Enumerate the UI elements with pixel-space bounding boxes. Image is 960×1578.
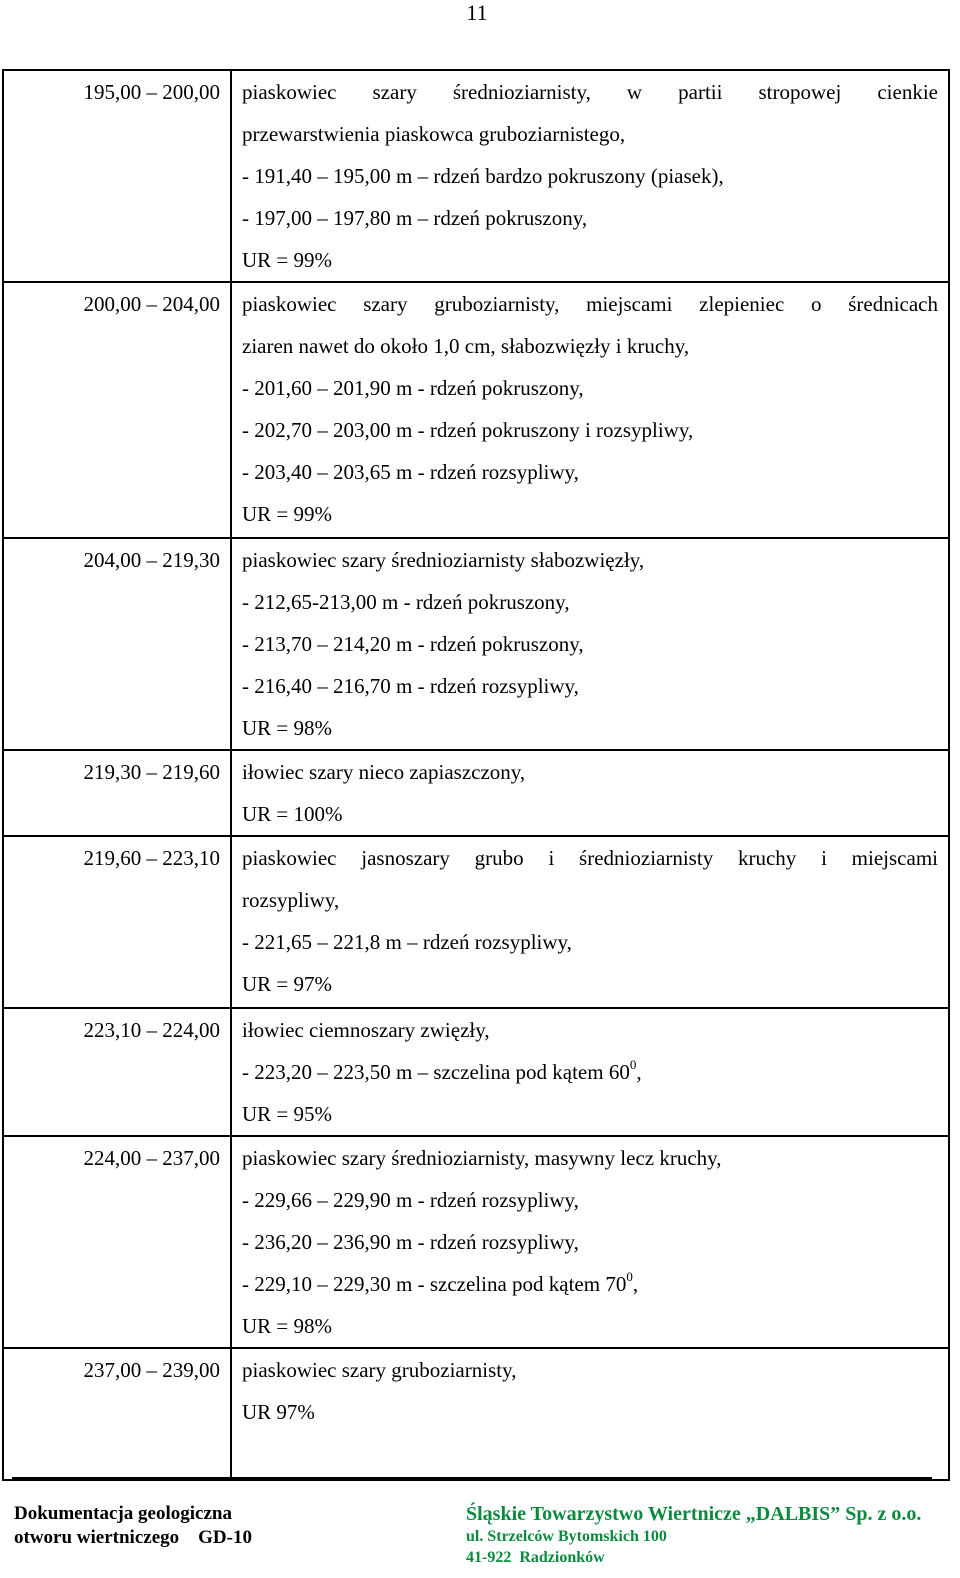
description-line: - 212,65-213,00 m - rdzeń pokruszony, [242,590,570,614]
description-line: piaskowiec szary gruboziarnisty, [242,1358,517,1382]
table-row [3,70,949,282]
description-line: piaskowiec szary średnioziarnisty słabozwięzły, [242,548,645,572]
table-row [3,1008,949,1136]
table-row [3,282,949,538]
company-address-city: 41-922 Radzionków [466,1549,605,1566]
table-row [3,836,949,1008]
description-line: - 191,40 – 195,00 m – rdzeń bardzo pokruszony (piasek), [242,164,724,188]
description-line: iłowiec szary nieco zapiaszczony, [242,760,526,784]
degree-superscript: 0 [629,1057,637,1072]
company-name: Śląskie Towarzystwo Wiertnicze „DALBIS” Sp. z o.o. [466,1503,922,1525]
description-line: - 221,65 – 221,8 m – rdzeń rozsypliwy, [242,930,572,954]
depth-interval: 223,10 – 224,00 [3,1008,231,1136]
lithology-description [231,1136,949,1348]
lithology-description [231,70,949,282]
depth-interval: 204,00 – 219,30 [3,538,231,750]
lithology-description [231,282,949,538]
depth-interval: 219,60 – 223,10 [3,836,231,1008]
lithology-description [231,750,949,836]
fracture-text: - 223,20 – 223,50 m – szczelina pod kątem 60 [242,1060,630,1084]
depth-interval: 200,00 – 204,00 [3,282,231,538]
lithology-description [231,538,949,750]
description-line: piaskowiec szary średnioziarnisty, w partii stropowej cienkie [242,80,938,104]
footer-company-info [466,1502,921,1568]
description-line: ziaren nawet do około 1,0 cm, słabozwięzły i kruchy, [242,334,690,358]
table-row [3,1348,949,1480]
footer-divider [12,1477,932,1479]
description-line: piaskowiec szary gruboziarnisty, miejscami zlepieniec o średnicach [242,292,938,316]
description-line: piaskowiec szary średnioziarnisty, masywny lecz kruchy, [242,1146,722,1170]
description-line: piaskowiec jasnoszary grubo i średnioziarnisty kruchy i miejscami [242,846,938,870]
description-line: - 213,70 – 214,20 m - rdzeń pokruszony, [242,632,584,656]
depth-interval: 237,00 – 239,00 [3,1348,231,1480]
core-recovery: UR = 97% [242,972,333,996]
core-recovery: UR = 99% [242,248,333,272]
trailing-comma: , [632,1272,639,1296]
description-line [242,1263,938,1305]
description-line: - 197,00 – 197,80 m – rdzeń pokruszony, [242,206,588,230]
trailing-comma: , [636,1060,642,1084]
table-row [3,1136,949,1348]
description-line: - 201,60 – 201,90 m - rdzeń pokruszony, [242,376,584,400]
borehole-log-table [2,69,950,1481]
core-recovery: UR = 95% [242,1102,333,1126]
degree-superscript: 0 [626,1269,633,1284]
depth-interval: 195,00 – 200,00 [3,70,231,282]
fracture-text: - 229,10 – 229,30 m - szczelina pod kątem 70 [242,1272,627,1296]
lithology-description [231,1008,949,1136]
depth-interval: 224,00 – 237,00 [3,1136,231,1348]
description-line: - 202,70 – 203,00 m - rdzeń pokruszony i rozsypliwy, [242,418,694,442]
footer-document-info [14,1502,252,1550]
description-line [242,1051,938,1093]
core-recovery: UR 97% [242,1400,315,1424]
page-number: 11 [466,0,488,25]
borehole-id: otworu wiertniczego GD-10 [14,1527,252,1548]
core-recovery: UR = 100% [242,802,343,826]
table-row [3,538,949,750]
depth-interval: 219,30 – 219,60 [3,750,231,836]
core-recovery: UR = 98% [242,716,333,740]
description-line: iłowiec ciemnoszary zwięzły, [242,1018,490,1042]
description-line: - 236,20 – 236,90 m - rdzeń rozsypliwy, [242,1230,579,1254]
description-line: - 216,40 – 216,70 m - rdzeń rozsypliwy, [242,674,579,698]
description-line: rozsypliwy, [242,888,340,912]
description-line: - 203,40 – 203,65 m - rdzeń rozsypliwy, [242,460,579,484]
lithology-description [231,836,949,1008]
company-address-street: ul. Strzelców Bytomskich 100 [466,1528,667,1545]
lithology-description [231,1348,949,1480]
table-row [3,750,949,836]
description-line: - 229,66 – 229,90 m - rdzeń rozsypliwy, [242,1188,579,1212]
description-line: przewarstwienia piaskowca gruboziarnistego, [242,122,626,146]
core-recovery: UR = 98% [242,1314,333,1338]
core-recovery: UR = 99% [242,502,333,526]
document-title: Dokumentacja geologiczna [14,1503,232,1524]
